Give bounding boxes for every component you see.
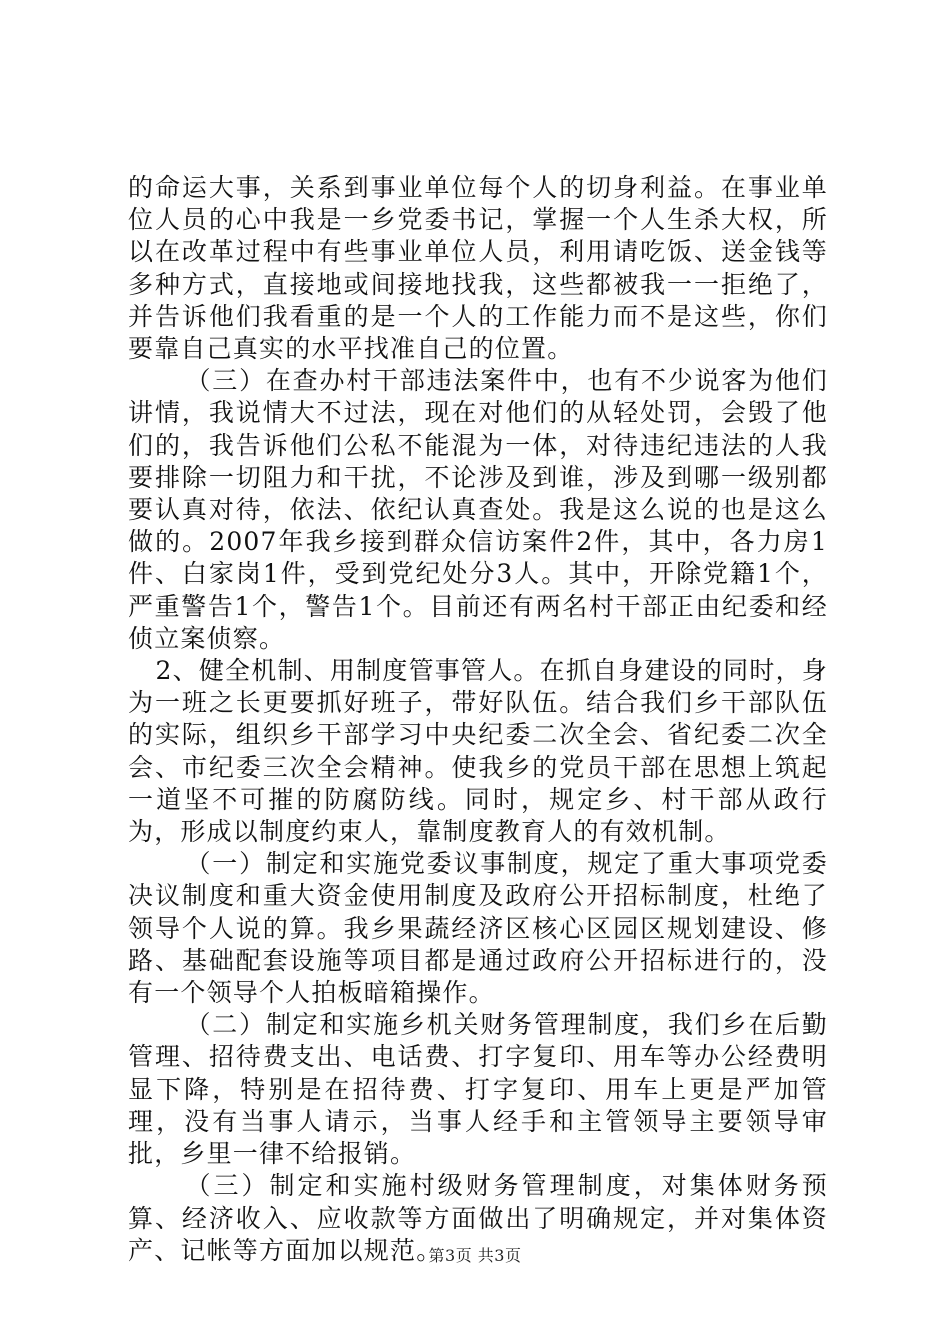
- paragraph-continuation: 的命运大事，关系到事业单位每个人的切身利益。在事业单位人员的心中我是一乡党委书记，掌握一个人生杀大权，所以在改革过程中有些事业单位人员，利用请吃饭、送金钱等多种方式，直接地或间接地找我，这些都被我一一拒绝了，并告诉他们我看重的是一个人的工作能力而不是这些，你们要靠自己真实的水平找准自己的位置。: [128, 173, 828, 364]
- page-number-footer: 第3页 共3页: [428, 1246, 522, 1265]
- paragraph-item-1-party-rules: （一）制定和实施党委议事制度，规定了重大事项党委决议制度和重大资金使用制度及政府公开招标制度，杜绝了领导个人说的算。我乡果蔬经济区核心区园区规划建设、修路、基础配套设施等项目都是通过政府公开招标进行的，没有一个领导个人拍板暗箱操作。: [128, 849, 828, 1008]
- paragraph-item-3-village-finance: （三）制定和实施村级财务管理制度，对集体财务预算、经济收入、应收款等方面做出了明确规定，并对集体资产、记帐等方面加以规范。: [128, 1171, 828, 1265]
- paragraph-item-2-finance-rules: （二）制定和实施乡机关财务管理制度，我们乡在后勤管理、招待费支出、电话费、打字复印、用车等办公经费明显下降，特别是在招待费、打字复印、用车上更是严加管理，没有当事人请示，当事人经手和主管领导主要领导审批，乡里一律不给报销。: [128, 1010, 828, 1169]
- paragraph-item-3-case-handling: （三）在查办村干部违法案件中，也有不少说客为他们讲情，我说情大不过法，现在对他们的从轻处罚，会毁了他们的，我告诉他们公私不能混为一体，对待违纪违法的人我要排除一切阻力和干扰，不论涉及到谁，涉及到哪一级别都要认真对待，依法、依纪认真查处。我是这么说的也是这么做的。2007年我乡接到群众信访案件2件，其中，各力房1件、白家岗1件，受到党纪处分3人。其中，开除党籍1个，严重警告1个，警告1个。目前还有两名村干部正由纪委和经侦立案侦察。: [128, 366, 828, 653]
- paragraph-section-2-mechanism: 2、健全机制、用制度管事管人。在抓自身建设的同时，身为一班之长更要抓好班子，带好队伍。结合我们乡干部队伍的实际，组织乡干部学习中央纪委二次全会、省纪委二次全会、市纪委三次全会精神。使我乡的党员干部在思想上筑起一道坚不可摧的防腐防线。同时，规定乡、村干部从政行为，形成以制度约束人，靠制度教育人的有效机制。: [128, 656, 828, 847]
- document-body: [128, 172, 828, 1267]
